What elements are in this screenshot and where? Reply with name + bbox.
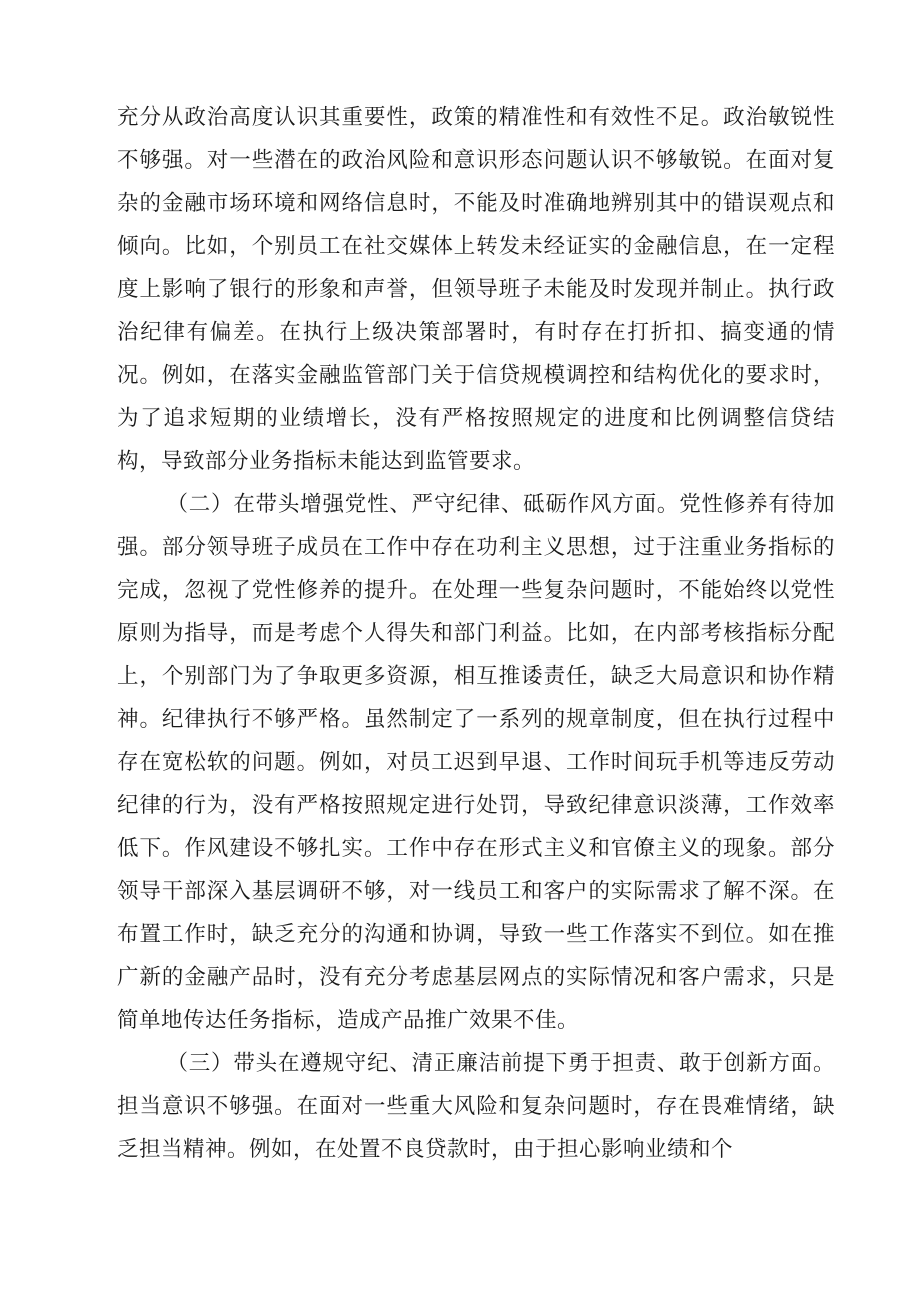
paragraph-section-three: （三）带头在遵规守纪、清正廉洁前提下勇于担责、敢于创新方面。担当意识不够强。在面对一些重大风险和复杂问题时，存在畏难情绪，缺乏担当精神。例如，在处置不良贷款时，由于担心影响业绩和个 — [117, 1051, 835, 1162]
paragraph-section-two: （二）在带头增强党性、严守纪律、砥砺作风方面。党性修养有待加强。部分领导班子成员在工作中存在功利主义思想，过于注重业务指标的完成，忽视了党性修养的提升。在处理一些复杂问题时，不能始终以党性原则为指导，而是考虑个人得失和部门利益。比如，在内部考核指标分配上，个别部门为了争取更多资源，相互推诿责任，缺乏大局意识和协作精神。纪律执行不够严格。虽然制定了一系列的规章制度，但在执行过程中存在宽松软的问题。例如，对员工迟到早退、工作时间玩手机等违反劳动纪律的行为，没有严格按照规定进行处罚，导致纪律意识淡薄，工作效率低下。作风建设不够扎实。工作中存在形式主义和官僚主义的现象。部分领导干部深入基层调研不够，对一线员工和客户的实际需求了解不深。在布置工作时，缺乏充分的沟通和协调，导致一些工作落实不到位。如在推广新的金融产品时，没有充分考虑基层网点的实际情况和客户需求，只是简单地传达任务指标，造成产品推广效果不佳。 — [117, 492, 835, 1033]
paragraph-continuation: 充分从政治高度认识其重要性，政策的精准性和有效性不足。政治敏锐性不够强。对一些潜在的政治风险和意识形态问题认识不够敏锐。在面对复杂的金融市场环境和网络信息时，不能及时准确地辨别其中的错误观点和倾向。比如，个别员工在社交媒体上转发未经证实的金融信息，在一定程度上影响了银行的形象和声誉，但领导班子未能及时发现并制止。执行政治纪律有偏差。在执行上级决策部署时，有时存在打折扣、搞变通的情况。例如，在落实金融监管部门关于信贷规模调控和结构优化的要求时，为了追求短期的业绩增长，没有严格按照规定的进度和比例调整信贷结构，导致部分业务指标未能达到监管要求。 — [117, 105, 835, 474]
document-body — [117, 96, 835, 1171]
